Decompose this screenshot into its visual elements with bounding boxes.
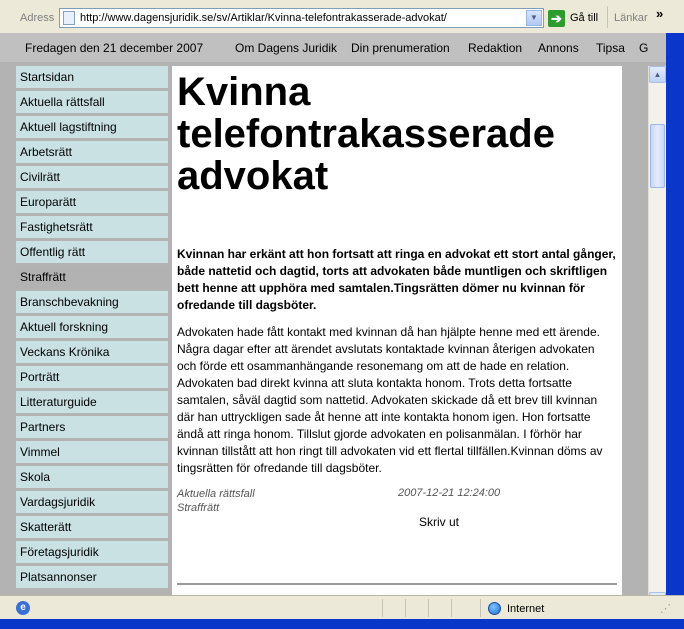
address-input[interactable] xyxy=(59,8,544,28)
status-separator xyxy=(382,599,383,617)
vertical-scroll-thumb[interactable] xyxy=(650,124,665,188)
nav-din-prenumeration[interactable]: Din prenumeration xyxy=(351,41,450,55)
site-top-nav xyxy=(0,33,666,62)
toolbar-separator xyxy=(607,6,608,28)
address-dropdown-icon[interactable]: ▼ xyxy=(526,10,542,26)
globe-icon xyxy=(488,602,501,615)
go-button[interactable] xyxy=(548,9,598,27)
nav-annons[interactable]: Annons xyxy=(538,41,579,55)
article-body: Advokaten hade fått kontakt med kvinnan då han hjälpte henne med ett ärende. Några dagar efter att ärendet avslutats kontaktade kvinnan återigen advokaten och förde ett osammanhängande resonemang om att de hade en relation. Advokaten bad direkt kvinna att sluta kontakta honom. Trots detta fortsatte samtalen, såväl dagtid som nattetid. Advokaten skickade då ett brev till kvinnan där han uttryckligen sade åt henne att inte kontakta honom igen. Hon fortsatte ändå att ringa honom. Tillslut gjorde advokaten en polisanmälan. I förhör har kvinnan tillstått att hon ringt till advokaten vid ett flertal tillfällen.Kvinnan döms av tingsrätten för ofredande till dagsböter. xyxy=(177,325,603,475)
category-link-secondary[interactable]: Straffrätt xyxy=(177,502,220,514)
sidebar-item-aktuell-forskning[interactable]: Aktuell forskning xyxy=(16,316,168,338)
article-categories xyxy=(177,487,255,515)
sidebar-item-platsannonser[interactable]: Platsannonser xyxy=(16,566,168,588)
sidebar-item-civilratt[interactable]: Civilrätt xyxy=(16,166,168,188)
divider xyxy=(177,583,617,585)
nav-more[interactable]: G xyxy=(639,41,649,55)
article-timestamp: 2007-12-21 12:24:00 xyxy=(398,487,501,499)
window-frame-bottom xyxy=(0,619,684,629)
sidebar-item-offentlig-ratt[interactable]: Offentlig rätt xyxy=(16,241,168,263)
sidebar-item-veckans-kronika[interactable]: Veckans Krönika xyxy=(16,341,168,363)
category-link-primary[interactable]: Aktuella rättsfall xyxy=(177,488,255,500)
sidebar-item-partners[interactable]: Partners xyxy=(16,416,168,438)
sidebar-item-straffratt[interactable]: Straffrätt xyxy=(16,266,168,288)
go-arrow-icon: ➔ xyxy=(548,10,565,27)
article-title: Kvinna telefontrakasserade advokat xyxy=(177,70,555,198)
resize-grip-icon[interactable]: ⋰ xyxy=(660,603,671,615)
sidebar-item-skola[interactable]: Skola xyxy=(16,466,168,488)
sidebar-item-vimmel[interactable]: Vimmel xyxy=(16,441,168,463)
status-bar xyxy=(0,595,684,620)
sidebar-item-litteraturguide[interactable]: Litteraturguide xyxy=(16,391,168,413)
print-link[interactable]: Skriv ut xyxy=(419,515,460,529)
sidebar-item-arbetsratt[interactable]: Arbetsrätt xyxy=(16,141,168,163)
sidebar-item-skatteratt[interactable]: Skatterätt xyxy=(16,516,168,538)
status-separator xyxy=(480,599,481,617)
address-label: Adress xyxy=(20,12,55,24)
browser-viewport xyxy=(0,33,666,595)
sidebar-item-aktuella-rattsfall[interactable]: Aktuella rättsfall xyxy=(16,91,168,113)
sidebar-item-branschbevakning[interactable]: Branschbevakning xyxy=(16,291,168,313)
article xyxy=(172,66,622,595)
address-url[interactable]: http://www.dagensjuridik.se/sv/Artiklar/Kvinna-telefontrakasserade-advokat/ xyxy=(80,12,447,24)
sidebar-item-startsidan[interactable]: Startsidan xyxy=(16,66,168,88)
current-date: Fredagen den 21 december 2007 xyxy=(25,41,204,55)
sidebar-item-aktuell-lagstiftning[interactable]: Aktuell lagstiftning xyxy=(16,116,168,138)
nav-tipsa[interactable]: Tipsa xyxy=(596,41,625,55)
sidebar-item-portratt[interactable]: Porträtt xyxy=(16,366,168,388)
go-label: Gå till xyxy=(570,12,599,24)
nav-om-dagens-juridik[interactable]: Om Dagens Juridik xyxy=(235,41,338,55)
security-zone xyxy=(488,602,544,615)
sidebar-nav xyxy=(16,66,168,591)
article-lead: Kvinnan har erkänt att hon fortsatt att ringa en advokat ett stort antal gånger, både nattetid och dagtid, torts att advokaten både muntligen och skriftligen bett henne att upphöra med samtalen.Tingsrätten dömer nu kvinnan för ofredande till dagsböter. xyxy=(177,247,616,312)
chevron-right-icon[interactable]: » xyxy=(656,6,664,21)
address-toolbar xyxy=(0,0,684,34)
sidebar-item-fastighetsratt[interactable]: Fastighetsrätt xyxy=(16,216,168,238)
sidebar-item-europaratt[interactable]: Europarätt xyxy=(16,191,168,213)
sidebar-item-vardagsjuridik[interactable]: Vardagsjuridik xyxy=(16,491,168,513)
zone-label: Internet xyxy=(507,602,545,615)
scroll-up-icon[interactable]: ▲ xyxy=(649,66,666,83)
vertical-scrollbar[interactable] xyxy=(648,66,666,609)
nav-redaktion[interactable]: Redaktion xyxy=(468,41,523,55)
sidebar-item-foretagsjuridik[interactable]: Företagsjuridik xyxy=(16,541,168,563)
ie-page-icon: e xyxy=(16,601,30,615)
page-icon xyxy=(63,11,75,25)
links-button[interactable]: Länkar xyxy=(614,12,648,24)
status-separator xyxy=(451,599,452,617)
status-separator xyxy=(428,599,429,617)
window-frame-right xyxy=(666,33,684,595)
status-separator xyxy=(405,599,406,617)
